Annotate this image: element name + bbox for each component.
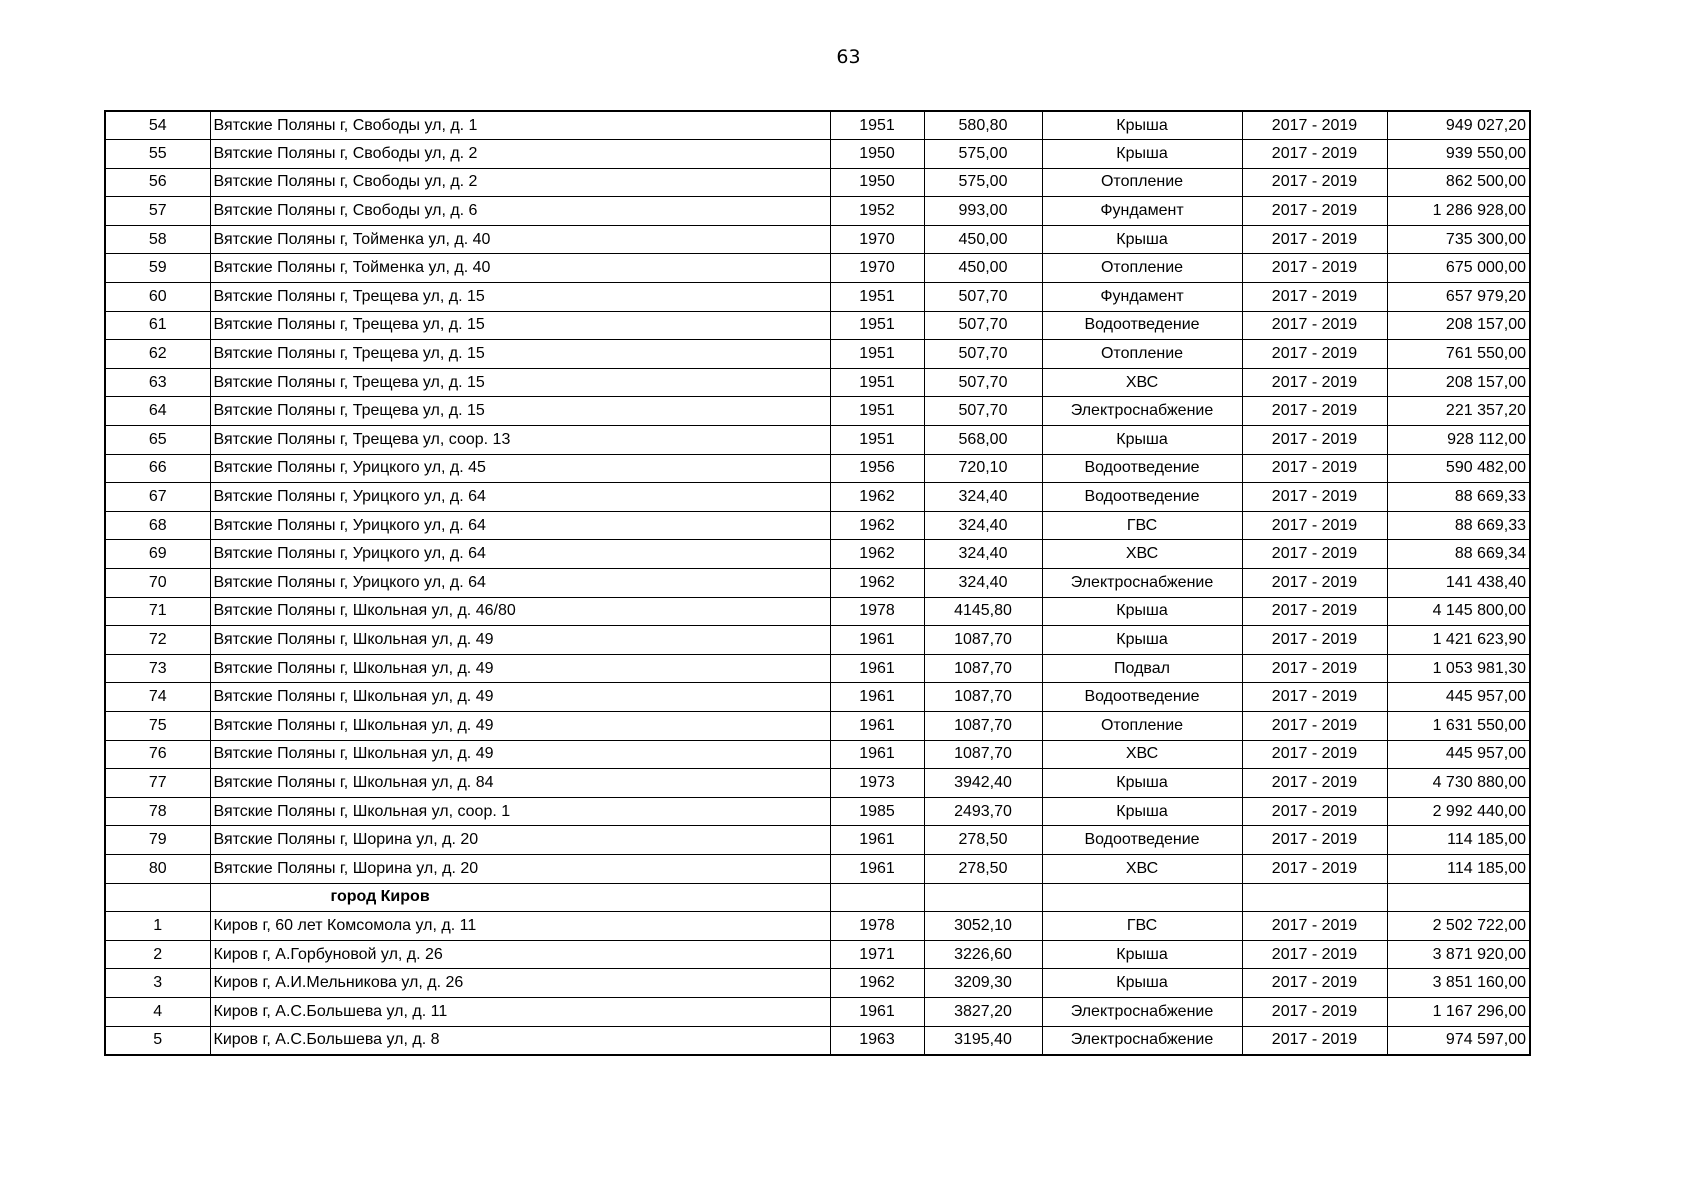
cell-area: 1087,70	[924, 740, 1042, 769]
cell-address: Вятские Поляны г, Трещева ул, д. 15	[210, 311, 830, 340]
cell-number: 5	[105, 1026, 210, 1055]
cell-address: Вятские Поляны г, Школьная ул, соор. 1	[210, 797, 830, 826]
cell-number: 61	[105, 311, 210, 340]
cell-work-type: Фундамент	[1042, 283, 1242, 312]
cell-year: 1950	[830, 140, 924, 169]
cell-period: 2017 - 2019	[1242, 483, 1387, 512]
cell-number: 63	[105, 368, 210, 397]
table-row	[105, 540, 1530, 569]
table-row	[105, 511, 1530, 540]
cell-area: 1087,70	[924, 654, 1042, 683]
cell-work-type: Крыша	[1042, 597, 1242, 626]
cell-area: 507,70	[924, 283, 1042, 312]
cell-year: 1950	[830, 168, 924, 197]
cell-year: 1961	[830, 826, 924, 855]
cell-work-type: Водоотведение	[1042, 454, 1242, 483]
cell-number: 57	[105, 197, 210, 226]
cell-number: 66	[105, 454, 210, 483]
cell-period: 2017 - 2019	[1242, 912, 1387, 941]
cell-work-type: Отопление	[1042, 340, 1242, 369]
cell-year: 1963	[830, 1026, 924, 1055]
cell-work-type: Крыша	[1042, 940, 1242, 969]
cell-area: 507,70	[924, 311, 1042, 340]
cell-year: 1956	[830, 454, 924, 483]
cell-address: Киров г, А.Горбуновой ул, д. 26	[210, 940, 830, 969]
cell-area: 3942,40	[924, 769, 1042, 798]
cell-cost: 114 185,00	[1387, 854, 1530, 883]
cell-period: 2017 - 2019	[1242, 368, 1387, 397]
cell-number: 59	[105, 254, 210, 283]
cell-number: 67	[105, 483, 210, 512]
cell-period: 2017 - 2019	[1242, 769, 1387, 798]
cell-cost: 445 957,00	[1387, 740, 1530, 769]
cell-address: Вятские Поляны г, Шорина ул, д. 20	[210, 826, 830, 855]
cell-period: 2017 - 2019	[1242, 511, 1387, 540]
table-row	[105, 711, 1530, 740]
cell-area: 507,70	[924, 368, 1042, 397]
cell-work-type: Крыша	[1042, 626, 1242, 655]
cell-period: 2017 - 2019	[1242, 540, 1387, 569]
cell-area: 4145,80	[924, 597, 1042, 626]
cell-period: 2017 - 2019	[1242, 969, 1387, 998]
cell-year: 1961	[830, 711, 924, 740]
cell-year: 1951	[830, 340, 924, 369]
table-row	[105, 254, 1530, 283]
cell-work-type: Электроснабжение	[1042, 569, 1242, 598]
cell-address: Вятские Поляны г, Школьная ул, д. 49	[210, 654, 830, 683]
cell-cost: 4 730 880,00	[1387, 769, 1530, 798]
cell-year: 1961	[830, 854, 924, 883]
table-row	[105, 683, 1530, 712]
table-row	[105, 940, 1530, 969]
cell-number	[105, 883, 210, 912]
cell-address: Вятские Поляны г, Свободы ул, д. 1	[210, 111, 830, 140]
cell-work-type: Электроснабжение	[1042, 1026, 1242, 1055]
cell-work-type: Подвал	[1042, 654, 1242, 683]
cell-area: 2493,70	[924, 797, 1042, 826]
cell-address: Вятские Поляны г, Школьная ул, д. 49	[210, 740, 830, 769]
table-row	[105, 569, 1530, 598]
cell-address: Вятские Поляны г, Урицкого ул, д. 64	[210, 483, 830, 512]
cell-period: 2017 - 2019	[1242, 569, 1387, 598]
cell-area: 450,00	[924, 225, 1042, 254]
cell-work-type: Отопление	[1042, 254, 1242, 283]
cell-number: 58	[105, 225, 210, 254]
table-row	[105, 912, 1530, 941]
cell-cost: 114 185,00	[1387, 826, 1530, 855]
cell-address: Вятские Поляны г, Школьная ул, д. 49	[210, 683, 830, 712]
cell-area: 3195,40	[924, 1026, 1042, 1055]
cell-year: 1961	[830, 997, 924, 1026]
cell-address: Киров г, А.И.Мельникова ул, д. 26	[210, 969, 830, 998]
table-row	[105, 740, 1530, 769]
cell-work-type: Водоотведение	[1042, 311, 1242, 340]
cell-area: 278,50	[924, 854, 1042, 883]
cell-address: Вятские Поляны г, Трещева ул, д. 15	[210, 340, 830, 369]
cell-period: 2017 - 2019	[1242, 454, 1387, 483]
cell-area: 720,10	[924, 454, 1042, 483]
table-row	[105, 969, 1530, 998]
cell-area: 324,40	[924, 569, 1042, 598]
cell-work-type: Крыша	[1042, 111, 1242, 140]
cell-area: 278,50	[924, 826, 1042, 855]
cell-area: 568,00	[924, 426, 1042, 455]
cell-area: 3827,20	[924, 997, 1042, 1026]
table-row	[105, 997, 1530, 1026]
table-row	[105, 111, 1530, 140]
table-row	[105, 283, 1530, 312]
table-row	[105, 626, 1530, 655]
cell-cost: 1 167 296,00	[1387, 997, 1530, 1026]
cell-area: 580,80	[924, 111, 1042, 140]
cell-work-type: Отопление	[1042, 168, 1242, 197]
cell-period	[1242, 883, 1387, 912]
cell-work-type: Электроснабжение	[1042, 397, 1242, 426]
cell-year: 1951	[830, 111, 924, 140]
cell-cost: 4 145 800,00	[1387, 597, 1530, 626]
cell-year: 1962	[830, 511, 924, 540]
cell-period: 2017 - 2019	[1242, 626, 1387, 655]
table-row	[105, 483, 1530, 512]
cell-address: Вятские Поляны г, Свободы ул, д. 2	[210, 168, 830, 197]
cell-area: 1087,70	[924, 711, 1042, 740]
cell-cost: 88 669,33	[1387, 511, 1530, 540]
cell-address: Вятские Поляны г, Тойменка ул, д. 40	[210, 225, 830, 254]
cell-address: Вятские Поляны г, Школьная ул, д. 49	[210, 626, 830, 655]
cell-period: 2017 - 2019	[1242, 654, 1387, 683]
cell-cost: 1 286 928,00	[1387, 197, 1530, 226]
cell-area: 575,00	[924, 168, 1042, 197]
section-title: город Киров	[210, 883, 830, 912]
cell-area: 507,70	[924, 397, 1042, 426]
cell-number: 71	[105, 597, 210, 626]
cell-year: 1978	[830, 597, 924, 626]
table-row	[105, 311, 1530, 340]
cell-work-type: Водоотведение	[1042, 826, 1242, 855]
cell-area	[924, 883, 1042, 912]
cell-cost: 208 157,00	[1387, 368, 1530, 397]
cell-period: 2017 - 2019	[1242, 111, 1387, 140]
cell-work-type: Крыша	[1042, 969, 1242, 998]
cell-period: 2017 - 2019	[1242, 683, 1387, 712]
cell-number: 70	[105, 569, 210, 598]
section-header-row	[105, 883, 1530, 912]
cell-address: Вятские Поляны г, Шорина ул, д. 20	[210, 854, 830, 883]
cell-area: 507,70	[924, 340, 1042, 369]
cell-work-type: Крыша	[1042, 797, 1242, 826]
cell-cost: 88 669,33	[1387, 483, 1530, 512]
cell-work-type: ХВС	[1042, 854, 1242, 883]
cell-cost: 939 550,00	[1387, 140, 1530, 169]
cell-area: 324,40	[924, 483, 1042, 512]
table-row	[105, 1026, 1530, 1055]
cell-period: 2017 - 2019	[1242, 340, 1387, 369]
cell-area: 575,00	[924, 140, 1042, 169]
cell-area: 3209,30	[924, 969, 1042, 998]
cell-period: 2017 - 2019	[1242, 254, 1387, 283]
cell-year: 1978	[830, 912, 924, 941]
cell-cost: 3 851 160,00	[1387, 969, 1530, 998]
cell-work-type: Крыша	[1042, 426, 1242, 455]
cell-cost: 974 597,00	[1387, 1026, 1530, 1055]
cell-number: 77	[105, 769, 210, 798]
cell-year: 1973	[830, 769, 924, 798]
cell-year: 1951	[830, 311, 924, 340]
cell-cost	[1387, 883, 1530, 912]
cell-work-type: Крыша	[1042, 225, 1242, 254]
cell-address: Вятские Поляны г, Урицкого ул, д. 64	[210, 569, 830, 598]
table-row	[105, 654, 1530, 683]
cell-year	[830, 883, 924, 912]
cell-address: Вятские Поляны г, Свободы ул, д. 6	[210, 197, 830, 226]
cell-number: 2	[105, 940, 210, 969]
cell-year: 1962	[830, 969, 924, 998]
cell-period: 2017 - 2019	[1242, 997, 1387, 1026]
cell-area: 450,00	[924, 254, 1042, 283]
table-row	[105, 769, 1530, 798]
cell-period: 2017 - 2019	[1242, 283, 1387, 312]
cell-period: 2017 - 2019	[1242, 854, 1387, 883]
cell-number: 64	[105, 397, 210, 426]
cell-work-type: ХВС	[1042, 540, 1242, 569]
cell-year: 1961	[830, 683, 924, 712]
table-body	[105, 111, 1530, 1055]
table-row	[105, 597, 1530, 626]
table-row	[105, 340, 1530, 369]
cell-period: 2017 - 2019	[1242, 826, 1387, 855]
table-row	[105, 797, 1530, 826]
cell-period: 2017 - 2019	[1242, 711, 1387, 740]
cell-area: 1087,70	[924, 683, 1042, 712]
cell-year: 1962	[830, 569, 924, 598]
cell-cost: 657 979,20	[1387, 283, 1530, 312]
cell-work-type: Крыша	[1042, 769, 1242, 798]
cell-address: Вятские Поляны г, Тойменка ул, д. 40	[210, 254, 830, 283]
cell-year: 1961	[830, 626, 924, 655]
cell-work-type	[1042, 883, 1242, 912]
cell-period: 2017 - 2019	[1242, 168, 1387, 197]
cell-number: 54	[105, 111, 210, 140]
cell-cost: 735 300,00	[1387, 225, 1530, 254]
cell-work-type: ГВС	[1042, 912, 1242, 941]
cell-work-type: Электроснабжение	[1042, 997, 1242, 1026]
cell-address: Вятские Поляны г, Школьная ул, д. 46/80	[210, 597, 830, 626]
cell-address: Вятские Поляны г, Трещева ул, д. 15	[210, 397, 830, 426]
cell-year: 1962	[830, 540, 924, 569]
cell-number: 76	[105, 740, 210, 769]
cell-area: 1087,70	[924, 626, 1042, 655]
cell-period: 2017 - 2019	[1242, 940, 1387, 969]
cell-number: 74	[105, 683, 210, 712]
cell-cost: 928 112,00	[1387, 426, 1530, 455]
cell-address: Вятские Поляны г, Свободы ул, д. 2	[210, 140, 830, 169]
cell-period: 2017 - 2019	[1242, 140, 1387, 169]
cell-work-type: Водоотведение	[1042, 683, 1242, 712]
cell-work-type: Водоотведение	[1042, 483, 1242, 512]
table-row	[105, 854, 1530, 883]
cell-address: Киров г, А.С.Большева ул, д. 11	[210, 997, 830, 1026]
cell-address: Вятские Поляны г, Урицкого ул, д. 64	[210, 511, 830, 540]
cell-period: 2017 - 2019	[1242, 797, 1387, 826]
cell-number: 65	[105, 426, 210, 455]
cell-area: 3226,60	[924, 940, 1042, 969]
cell-period: 2017 - 2019	[1242, 597, 1387, 626]
repair-schedule-table	[104, 110, 1531, 1056]
cell-cost: 2 992 440,00	[1387, 797, 1530, 826]
cell-work-type: Фундамент	[1042, 197, 1242, 226]
table-row	[105, 826, 1530, 855]
cell-number: 4	[105, 997, 210, 1026]
cell-work-type: ХВС	[1042, 740, 1242, 769]
cell-cost: 590 482,00	[1387, 454, 1530, 483]
cell-address: Вятские Поляны г, Урицкого ул, д. 45	[210, 454, 830, 483]
cell-year: 1951	[830, 368, 924, 397]
cell-cost: 3 871 920,00	[1387, 940, 1530, 969]
cell-work-type: ГВС	[1042, 511, 1242, 540]
cell-number: 55	[105, 140, 210, 169]
cell-year: 1961	[830, 654, 924, 683]
cell-cost: 949 027,20	[1387, 111, 1530, 140]
cell-cost: 1 631 550,00	[1387, 711, 1530, 740]
cell-work-type: Отопление	[1042, 711, 1242, 740]
table-row	[105, 426, 1530, 455]
cell-cost: 675 000,00	[1387, 254, 1530, 283]
cell-year: 1970	[830, 225, 924, 254]
table-row	[105, 368, 1530, 397]
page-number: 63	[836, 46, 861, 68]
cell-number: 75	[105, 711, 210, 740]
cell-area: 324,40	[924, 511, 1042, 540]
cell-address: Киров г, 60 лет Комсомола ул, д. 11	[210, 912, 830, 941]
cell-address: Вятские Поляны г, Урицкого ул, д. 64	[210, 540, 830, 569]
cell-number: 80	[105, 854, 210, 883]
table-row	[105, 225, 1530, 254]
cell-number: 68	[105, 511, 210, 540]
table-row	[105, 197, 1530, 226]
cell-number: 73	[105, 654, 210, 683]
cell-year: 1951	[830, 397, 924, 426]
cell-year: 1961	[830, 740, 924, 769]
cell-cost: 445 957,00	[1387, 683, 1530, 712]
cell-number: 79	[105, 826, 210, 855]
cell-number: 78	[105, 797, 210, 826]
cell-number: 3	[105, 969, 210, 998]
cell-cost: 88 669,34	[1387, 540, 1530, 569]
table-row	[105, 168, 1530, 197]
cell-area: 993,00	[924, 197, 1042, 226]
cell-period: 2017 - 2019	[1242, 311, 1387, 340]
cell-year: 1985	[830, 797, 924, 826]
cell-cost: 1 421 623,90	[1387, 626, 1530, 655]
cell-cost: 141 438,40	[1387, 569, 1530, 598]
cell-number: 1	[105, 912, 210, 941]
cell-address: Вятские Поляны г, Школьная ул, д. 49	[210, 711, 830, 740]
cell-period: 2017 - 2019	[1242, 740, 1387, 769]
cell-address: Вятские Поляны г, Школьная ул, д. 84	[210, 769, 830, 798]
cell-number: 69	[105, 540, 210, 569]
cell-number: 60	[105, 283, 210, 312]
cell-period: 2017 - 2019	[1242, 1026, 1387, 1055]
cell-year: 1952	[830, 197, 924, 226]
cell-address: Вятские Поляны г, Трещева ул, соор. 13	[210, 426, 830, 455]
cell-year: 1962	[830, 483, 924, 512]
cell-year: 1951	[830, 426, 924, 455]
cell-number: 72	[105, 626, 210, 655]
table-row	[105, 454, 1530, 483]
cell-cost: 1 053 981,30	[1387, 654, 1530, 683]
cell-year: 1951	[830, 283, 924, 312]
cell-period: 2017 - 2019	[1242, 397, 1387, 426]
cell-area: 3052,10	[924, 912, 1042, 941]
cell-cost: 221 357,20	[1387, 397, 1530, 426]
cell-year: 1970	[830, 254, 924, 283]
cell-period: 2017 - 2019	[1242, 426, 1387, 455]
table-row	[105, 397, 1530, 426]
cell-period: 2017 - 2019	[1242, 197, 1387, 226]
cell-number: 56	[105, 168, 210, 197]
cell-address: Вятские Поляны г, Трещева ул, д. 15	[210, 368, 830, 397]
cell-work-type: ХВС	[1042, 368, 1242, 397]
cell-year: 1971	[830, 940, 924, 969]
cell-address: Киров г, А.С.Большева ул, д. 8	[210, 1026, 830, 1055]
cell-area: 324,40	[924, 540, 1042, 569]
cell-number: 62	[105, 340, 210, 369]
cell-cost: 208 157,00	[1387, 311, 1530, 340]
cell-cost: 862 500,00	[1387, 168, 1530, 197]
table-row	[105, 140, 1530, 169]
cell-period: 2017 - 2019	[1242, 225, 1387, 254]
cell-address: Вятские Поляны г, Трещева ул, д. 15	[210, 283, 830, 312]
cell-cost: 2 502 722,00	[1387, 912, 1530, 941]
cell-cost: 761 550,00	[1387, 340, 1530, 369]
cell-work-type: Крыша	[1042, 140, 1242, 169]
